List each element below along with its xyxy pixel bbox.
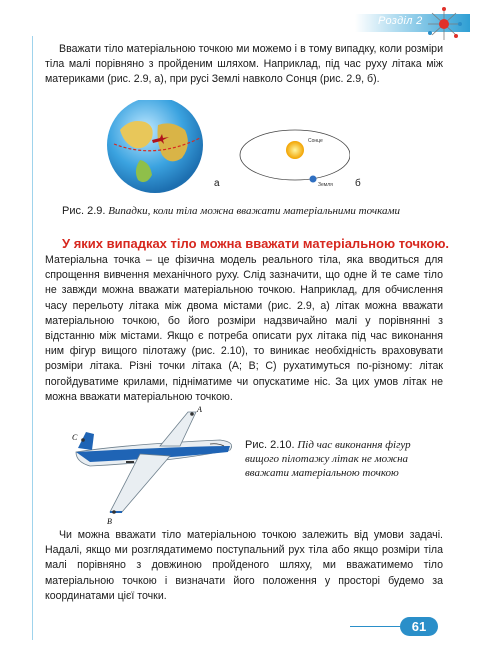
page-header [0, 0, 504, 38]
section-label: Розділ 2 [378, 15, 423, 27]
caption-number: Рис. 2.9. [62, 205, 106, 217]
earth-label: Земля [318, 182, 333, 188]
point-b-label: B [107, 517, 112, 525]
figure-2-10-caption [245, 438, 445, 480]
caption-number: Рис. 2.10. [245, 439, 295, 451]
orbit-illustration [240, 130, 350, 188]
page-rule [32, 36, 33, 640]
globe-illustration [107, 100, 203, 193]
body-paragraph-2: Чи можна вважати тіло матеріальною точкою залежить від умови задачі. Надалі, якщо ми розглядатимемо поступальний рух тіла або якщо розміри тіла малі порівняно з довжиною пройденого шляху, ми вважатимемо тіло матеріальною точкою і визначати його положення у просторі будемо за координатами цієї точки. [45, 529, 443, 602]
point-c-label: C [72, 433, 78, 442]
figure-2-10 [70, 400, 240, 525]
figure-2-9-label-b: б [355, 178, 361, 189]
airplane-illustration [76, 412, 232, 512]
body-paragraph-1: Матеріальна точка – це фізична модель реального тіла, яка вводиться для спрощення вивчення механічного руху. Слід зазначити, що одне й те саме тіло не завжди можна вважати матеріальною точкою. Наприклад, для обчислення часу перельоту літака між двома містами (рис. 2.9, а) літак можна вважати матеріальною точкою, бо його розміри надзвичайно малі у порівнянні з відстанню між містами. Якщо є потреба описати рух літака під час виконання ним фігур вищого пілотажу (рис. 2.10), то виникає необхідність враховувати розміри літака. Різні точки літака (A; B; C) рухатимуться по-різному: літак погойдуватиме крилами, підніматиме чи опускатиме ніс. За цих умов літак не можна вважати матеріальною точкою. [45, 254, 443, 403]
atom-icon [424, 6, 464, 42]
page-number-rule [350, 626, 400, 627]
figure-2-9-caption [62, 205, 442, 217]
caption-text: Випадки, коли тіла можна вважати матеріальними точками [108, 205, 400, 217]
caption-text: Під час виконання фігур вищого пілотажу літак не можна вважати матеріальною точкою [245, 439, 411, 479]
section-question: У яких випадках тіло можна вважати матеріальною точкою. [62, 236, 450, 251]
intro-paragraph: Вважати тіло матеріальною точкою ми можемо і в тому випадку, коли розміри тіла малі порівняно з пройденим шляхом. Наприклад, під час руху літака між материками (рис. 2.9, а), при русі Землі навколо Сонця (рис. 2.9, б). [45, 43, 443, 86]
sun-label: Сонце [308, 138, 323, 144]
figure-2-9-label-a: а [214, 178, 220, 189]
figure-2-9 [100, 100, 350, 195]
point-a-label: A [197, 405, 202, 414]
page-number: 61 [411, 619, 427, 634]
